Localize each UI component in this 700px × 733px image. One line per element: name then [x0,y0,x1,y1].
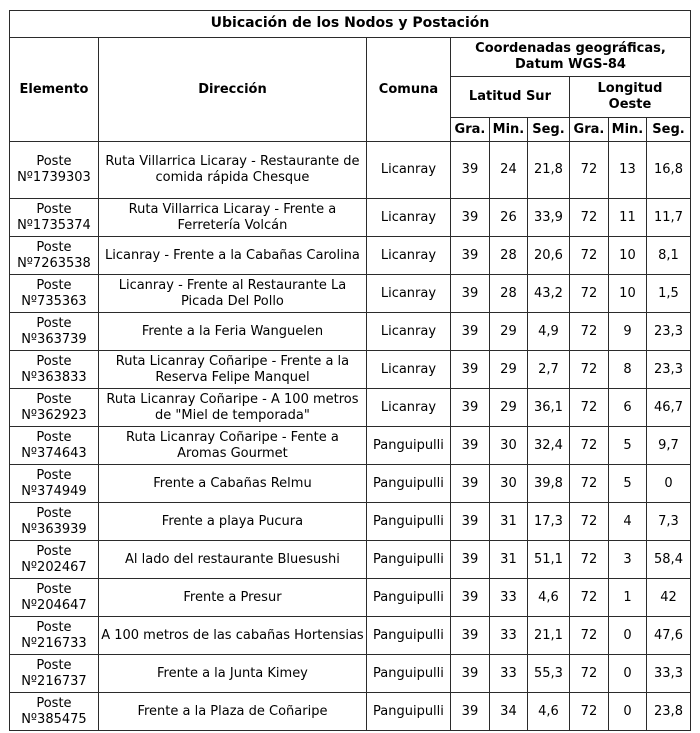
cell-latitud-minutos: 26 [489,199,527,237]
cell-longitud-segundos: 0 [646,465,690,503]
table-title: Ubicación de los Nodos y Postación [9,11,690,38]
cell-latitud-segundos: 4,6 [527,693,569,731]
cell-direccion: Licanray - Frente a la Cabañas Carolina [98,237,366,275]
cell-latitud-grados: 39 [450,465,489,503]
cell-latitud-grados: 39 [450,351,489,389]
table-row [9,579,690,617]
cell-longitud-grados: 72 [569,389,608,427]
cell-latitud-segundos: 20,6 [527,237,569,275]
cell-longitud-grados: 72 [569,427,608,465]
cell-longitud-segundos: 23,8 [646,693,690,731]
cell-latitud-grados: 39 [450,427,489,465]
cell-direccion: Ruta Licanray Coñaripe - Fente a Aromas Gourmet [98,427,366,465]
col-header-lon-seg: Seg. [646,118,690,142]
cell-direccion: Ruta Villarrica Licaray - Restaurante de comida rápida Chesque [98,142,366,199]
cell-direccion: Frente a playa Pucura [98,503,366,541]
cell-longitud-grados: 72 [569,199,608,237]
col-header-lat-gra: Gra. [450,118,489,142]
cell-direccion: Frente a la Plaza de Coñaripe [98,693,366,731]
cell-longitud-minutos: 9 [608,313,646,351]
title-row [9,11,690,38]
cell-latitud-minutos: 30 [489,465,527,503]
cell-comuna: Panguipulli [366,465,450,503]
cell-latitud-minutos: 31 [489,541,527,579]
cell-comuna: Licanray [366,389,450,427]
cell-longitud-minutos: 0 [608,617,646,655]
cell-comuna: Licanray [366,142,450,199]
cell-latitud-minutos: 29 [489,351,527,389]
cell-comuna: Panguipulli [366,693,450,731]
table-body [9,142,690,731]
cell-comuna: Licanray [366,313,450,351]
cell-longitud-segundos: 47,6 [646,617,690,655]
cell-elemento: Poste Nº202467 [9,541,98,579]
cell-latitud-segundos: 2,7 [527,351,569,389]
cell-latitud-grados: 39 [450,541,489,579]
cell-direccion: Licanray - Frente al Restaurante La Picada Del Pollo [98,275,366,313]
table-row [9,351,690,389]
cell-comuna: Panguipulli [366,427,450,465]
cell-latitud-segundos: 4,6 [527,579,569,617]
cell-latitud-segundos: 17,3 [527,503,569,541]
table-header [9,11,690,142]
cell-latitud-grados: 39 [450,199,489,237]
cell-longitud-segundos: 8,1 [646,237,690,275]
cell-longitud-grados: 72 [569,142,608,199]
cell-direccion: Frente a Cabañas Relmu [98,465,366,503]
cell-elemento: Poste Nº374643 [9,427,98,465]
table-row [9,465,690,503]
table-row [9,541,690,579]
cell-longitud-minutos: 10 [608,237,646,275]
cell-elemento: Poste Nº1735374 [9,199,98,237]
cell-latitud-segundos: 21,1 [527,617,569,655]
cell-comuna: Panguipulli [366,655,450,693]
nodes-table [9,10,691,731]
cell-latitud-segundos: 51,1 [527,541,569,579]
cell-longitud-grados: 72 [569,503,608,541]
cell-longitud-segundos: 42 [646,579,690,617]
cell-latitud-minutos: 34 [489,693,527,731]
cell-longitud-minutos: 11 [608,199,646,237]
cell-latitud-minutos: 28 [489,275,527,313]
cell-latitud-grados: 39 [450,275,489,313]
cell-latitud-segundos: 55,3 [527,655,569,693]
cell-latitud-minutos: 33 [489,617,527,655]
cell-longitud-grados: 72 [569,275,608,313]
col-header-coordenadas: Coordenadas geográficas, Datum WGS-84 [450,38,690,77]
table-row [9,313,690,351]
cell-elemento: Poste Nº362923 [9,389,98,427]
table-row [9,617,690,655]
cell-elemento: Poste Nº363833 [9,351,98,389]
cell-longitud-grados: 72 [569,237,608,275]
cell-longitud-grados: 72 [569,579,608,617]
cell-comuna: Panguipulli [366,541,450,579]
table-row [9,237,690,275]
cell-comuna: Panguipulli [366,617,450,655]
cell-elemento: Poste Nº216737 [9,655,98,693]
cell-longitud-minutos: 0 [608,655,646,693]
cell-direccion: Al lado del restaurante Bluesushi [98,541,366,579]
cell-latitud-minutos: 33 [489,579,527,617]
cell-longitud-minutos: 5 [608,427,646,465]
cell-direccion: A 100 metros de las cabañas Hortensias [98,617,366,655]
col-header-comuna: Comuna [366,38,450,142]
cell-comuna: Licanray [366,199,450,237]
cell-longitud-minutos: 0 [608,693,646,731]
cell-longitud-minutos: 10 [608,275,646,313]
cell-longitud-segundos: 33,3 [646,655,690,693]
cell-latitud-grados: 39 [450,617,489,655]
cell-comuna: Licanray [366,237,450,275]
cell-longitud-segundos: 16,8 [646,142,690,199]
cell-elemento: Poste Nº363939 [9,503,98,541]
cell-latitud-minutos: 33 [489,655,527,693]
cell-direccion: Frente a la Feria Wanguelen [98,313,366,351]
cell-elemento: Poste Nº204647 [9,579,98,617]
col-header-direccion: Dirección [98,38,366,142]
cell-longitud-minutos: 13 [608,142,646,199]
cell-longitud-minutos: 3 [608,541,646,579]
cell-longitud-segundos: 7,3 [646,503,690,541]
cell-latitud-segundos: 4,9 [527,313,569,351]
cell-latitud-grados: 39 [450,579,489,617]
cell-comuna: Licanray [366,351,450,389]
cell-longitud-segundos: 46,7 [646,389,690,427]
cell-latitud-minutos: 29 [489,313,527,351]
cell-direccion: Ruta Licanray Coñaripe - A 100 metros de "Miel de temporada" [98,389,366,427]
cell-longitud-segundos: 23,3 [646,313,690,351]
col-header-lon-gra: Gra. [569,118,608,142]
table-row [9,693,690,731]
cell-direccion: Ruta Villarrica Licaray - Frente a Ferretería Volcán [98,199,366,237]
cell-latitud-segundos: 36,1 [527,389,569,427]
cell-direccion: Frente a la Junta Kimey [98,655,366,693]
cell-longitud-grados: 72 [569,541,608,579]
cell-latitud-grados: 39 [450,693,489,731]
table-row [9,389,690,427]
col-header-lat-seg: Seg. [527,118,569,142]
table-row [9,655,690,693]
table-row [9,142,690,199]
cell-latitud-grados: 39 [450,313,489,351]
cell-latitud-grados: 39 [450,142,489,199]
cell-longitud-grados: 72 [569,313,608,351]
cell-longitud-segundos: 11,7 [646,199,690,237]
col-header-latitud-sur: Latitud Sur [450,77,569,118]
cell-comuna: Panguipulli [366,503,450,541]
col-header-elemento: Elemento [9,38,98,142]
cell-latitud-grados: 39 [450,237,489,275]
cell-elemento: Poste Nº1739303 [9,142,98,199]
cell-latitud-segundos: 32,4 [527,427,569,465]
cell-direccion: Frente a Presur [98,579,366,617]
cell-longitud-segundos: 23,3 [646,351,690,389]
header-row-groups [9,38,690,77]
cell-comuna: Licanray [366,275,450,313]
cell-latitud-grados: 39 [450,389,489,427]
cell-longitud-grados: 72 [569,655,608,693]
cell-latitud-minutos: 31 [489,503,527,541]
cell-latitud-segundos: 21,8 [527,142,569,199]
cell-longitud-segundos: 1,5 [646,275,690,313]
cell-latitud-minutos: 29 [489,389,527,427]
cell-longitud-minutos: 8 [608,351,646,389]
cell-elemento: Poste Nº216733 [9,617,98,655]
cell-latitud-grados: 39 [450,503,489,541]
col-header-longitud-oeste: Longitud Oeste [569,77,690,118]
cell-longitud-grados: 72 [569,465,608,503]
cell-elemento: Poste Nº385475 [9,693,98,731]
cell-latitud-segundos: 43,2 [527,275,569,313]
col-header-lon-min: Min. [608,118,646,142]
cell-direccion: Ruta Licanray Coñaripe - Frente a la Reserva Felipe Manquel [98,351,366,389]
cell-longitud-segundos: 58,4 [646,541,690,579]
table-row [9,275,690,313]
cell-elemento: Poste Nº7263538 [9,237,98,275]
cell-latitud-minutos: 28 [489,237,527,275]
cell-longitud-minutos: 6 [608,389,646,427]
col-header-lat-min: Min. [489,118,527,142]
cell-longitud-minutos: 4 [608,503,646,541]
cell-elemento: Poste Nº735363 [9,275,98,313]
cell-longitud-grados: 72 [569,617,608,655]
cell-latitud-grados: 39 [450,655,489,693]
table-row [9,503,690,541]
cell-longitud-minutos: 5 [608,465,646,503]
cell-elemento: Poste Nº363739 [9,313,98,351]
cell-latitud-minutos: 30 [489,427,527,465]
table-row [9,427,690,465]
cell-elemento: Poste Nº374949 [9,465,98,503]
cell-longitud-grados: 72 [569,351,608,389]
cell-comuna: Panguipulli [366,579,450,617]
cell-latitud-segundos: 39,8 [527,465,569,503]
cell-longitud-grados: 72 [569,693,608,731]
table-row [9,199,690,237]
cell-latitud-minutos: 24 [489,142,527,199]
cell-longitud-segundos: 9,7 [646,427,690,465]
cell-latitud-segundos: 33,9 [527,199,569,237]
cell-longitud-minutos: 1 [608,579,646,617]
